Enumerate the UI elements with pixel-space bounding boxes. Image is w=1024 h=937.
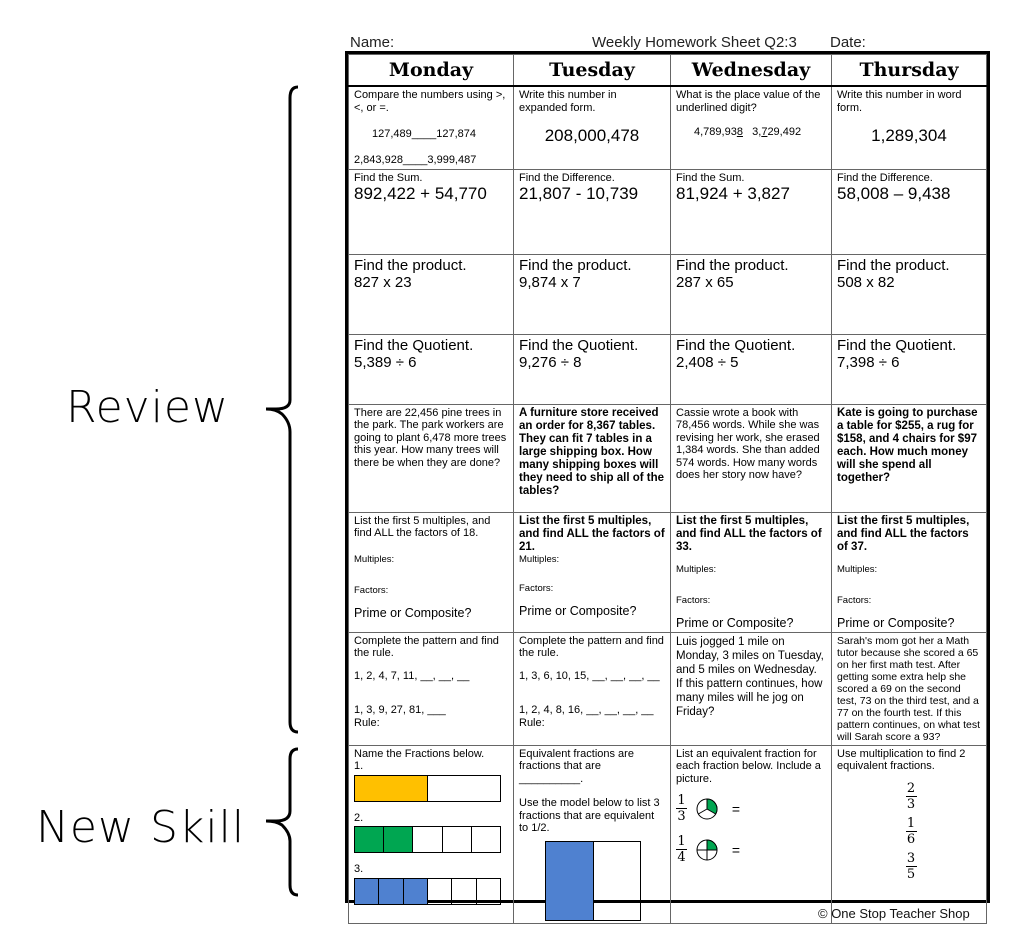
denominator: 5 — [906, 866, 916, 882]
quotient-problem: 5,389 ÷ 6 — [354, 353, 417, 371]
fractions-row — [349, 745, 987, 923]
difference-title: Find the Difference. — [837, 171, 933, 184]
numerator: 1 — [677, 834, 686, 849]
product-cell-tuesday — [514, 254, 671, 334]
sum-cell-monday — [349, 169, 514, 254]
equivalent-picture-prompt: List an equivalent fraction for each fraction below. Include a picture. — [676, 747, 821, 785]
denominator: 3 — [677, 809, 686, 824]
pv-number-2c: 29,492 — [767, 126, 802, 138]
fraction-list — [841, 781, 981, 882]
word-form-prompt: Write this number in word form. — [837, 89, 962, 114]
fraction-bar-part — [452, 879, 476, 904]
multiples-label: Multiples: — [354, 553, 395, 565]
difference-problem: 21,807 - 10,739 — [519, 184, 639, 203]
equivalent-fractions-cell — [514, 745, 671, 923]
date-field-label: Date: — [830, 34, 866, 51]
product-problem: 508 x 82 — [837, 273, 895, 291]
numerator: 3 — [906, 850, 916, 866]
quotient-problem: 2,408 ÷ 5 — [676, 353, 739, 371]
pv-number-1-digit: 8 — [736, 126, 743, 138]
fraction-bar-part — [404, 879, 428, 904]
numerator: 1 — [906, 815, 916, 831]
sum-problem: 892,422 + 54,770 — [354, 184, 487, 203]
quotient-problem: 7,398 ÷ 6 — [837, 353, 900, 371]
day-header-wednesday: Wednesday — [671, 55, 832, 87]
multiples-prompt: List the first 5 multiples, and find ALL the factors of 37. — [837, 514, 970, 553]
new-skill-brace — [262, 745, 322, 905]
factors-label: Factors: — [837, 594, 872, 606]
multiples-prompt: List the first 5 multiples, and find ALL the factors of 33. — [676, 514, 822, 553]
pattern-word-problem: Sarah's mom got her a Math tutor because she scored a 65 on her first math test. After getting some extra help she scored a 69 on the second test, 73 on the third test, and a 77 on the fourth test. If this pattern continues, on what test will Sarah score a 93? — [837, 634, 981, 743]
multiples-label: Multiples: — [676, 563, 717, 575]
product-title: Find the product. — [519, 256, 632, 274]
quotient-title: Find the Quotient. — [354, 336, 474, 354]
fraction-bar-part — [355, 827, 384, 852]
multiples-factors-row — [349, 512, 987, 632]
equivalent-model-prompt: Use the model below to list 3 fractions that are equivalent to 1/2. — [519, 797, 660, 834]
expanded-number: 208,000,478 — [544, 126, 640, 145]
place-value-numbers — [694, 126, 826, 138]
fraction-bar-3 — [354, 878, 501, 905]
compare-numbers-cell — [349, 86, 514, 169]
pattern-sequence-1: 1, 3, 6, 10, 15, __, __, __, __ — [519, 669, 660, 682]
multiples-cell-tuesday — [514, 512, 671, 632]
half-model — [545, 841, 641, 921]
product-problem: 827 x 23 — [354, 273, 412, 291]
denominator: 6 — [906, 831, 916, 847]
prime-composite-label: Prime or Composite? — [519, 603, 637, 618]
fraction-bar-part — [413, 827, 442, 852]
sum-title: Find the Sum. — [354, 171, 423, 184]
compare-line-1: 127,489____127,874 — [372, 128, 476, 140]
quotient-row — [349, 334, 987, 404]
product-cell-monday — [349, 254, 514, 334]
quotient-cell-wednesday — [671, 334, 832, 404]
word-problem-wednesday — [671, 404, 832, 512]
name-fractions-cell — [349, 745, 514, 923]
pattern-sequence-1: 1, 2, 4, 7, 11, __, __, __ — [354, 669, 470, 682]
pattern-prompt: Complete the pattern and find the rule. — [519, 634, 664, 659]
half-model-shaded — [546, 842, 594, 920]
product-row — [349, 254, 987, 334]
copyright-text: © One Stop Teacher Shop — [818, 906, 970, 921]
pv-number-2a: 3, — [752, 126, 762, 138]
multiply-fractions-cell — [832, 745, 987, 923]
quotient-cell-tuesday — [514, 334, 671, 404]
numerator: 1 — [677, 793, 686, 808]
multiply-fractions-prompt: Use multiplication to find 2 equivalent fractions. — [837, 747, 966, 772]
fraction-2-3 — [841, 781, 981, 812]
prime-composite-label: Prime or Composite? — [676, 615, 794, 630]
product-title: Find the product. — [676, 256, 789, 274]
pattern-cell-thursday — [832, 632, 987, 745]
pattern-word-problem: Luis jogged 1 mile on Monday, 3 miles on Tuesday, and 5 miles on Wednesday. If this pattern continues, how many miles will he jog on Friday? — [676, 635, 824, 718]
pv-number-1a: 4,789,93 — [694, 126, 737, 138]
word-problem-text: Kate is going to purchase a table for $255, a rug for $158, and 4 chairs for $97 each. How much money will she spend all together? — [837, 406, 978, 484]
multiples-prompt: List the first 5 multiples, and find ALL the factors of 21. — [519, 514, 665, 553]
fraction-bar-1 — [354, 775, 501, 802]
fraction-bar-2 — [354, 826, 501, 853]
day-header-monday: Monday — [349, 55, 514, 87]
fraction-one-fourth — [676, 834, 826, 865]
place-value-cell — [671, 86, 832, 169]
prime-composite-label: Prime or Composite? — [837, 615, 955, 630]
name-fractions-prompt: Name the Fractions below. — [354, 747, 485, 760]
compare-line-2: 2,843,928____3,999,487 — [354, 154, 477, 166]
new-skill-label: New Skill — [36, 802, 246, 853]
sheet-title: Weekly Homework Sheet Q2:3 — [592, 34, 797, 51]
rule-label: Rule: — [519, 716, 545, 729]
numerator: 2 — [906, 780, 916, 796]
fraction-1-6 — [841, 816, 981, 847]
word-problem-thursday — [832, 404, 987, 512]
multiples-cell-wednesday — [671, 512, 832, 632]
quotient-cell-thursday — [832, 334, 987, 404]
sum-cell-wednesday — [671, 169, 832, 254]
day-header-thursday: Thursday — [832, 55, 987, 87]
factors-label: Factors: — [519, 582, 554, 594]
fraction-bar-part — [379, 879, 403, 904]
quotient-problem: 9,276 ÷ 8 — [519, 353, 582, 371]
multiples-cell-thursday — [832, 512, 987, 632]
equivalent-definition-prompt: Equivalent fractions are fractions that are __________. — [519, 747, 634, 785]
fraction-1-3 — [676, 793, 687, 824]
expanded-prompt: Write this number in expanded form. — [519, 89, 617, 114]
circle-thirds-icon — [695, 797, 719, 821]
sum-difference-row — [349, 169, 987, 254]
factors-label: Factors: — [354, 584, 389, 596]
fraction-bar-part — [443, 827, 472, 852]
pattern-sequence-2: 1, 2, 4, 8, 16, __, __, __, __ — [519, 704, 654, 716]
equivalent-picture-cell — [671, 745, 832, 923]
product-cell-thursday — [832, 254, 987, 334]
fraction-bar-part — [355, 776, 428, 801]
sum-problem: 81,924 + 3,827 — [676, 184, 790, 203]
fraction-bar-part — [355, 879, 379, 904]
difference-cell-thursday — [832, 169, 987, 254]
pattern-row — [349, 632, 987, 745]
rule-label: Rule: — [354, 716, 380, 729]
day-header-tuesday: Tuesday — [514, 55, 671, 87]
multiples-label: Multiples: — [519, 553, 560, 565]
compare-prompt: Compare the numbers using >, <, or =. — [354, 89, 506, 114]
difference-problem: 58,008 – 9,438 — [837, 184, 951, 203]
product-problem: 9,874 x 7 — [519, 273, 581, 291]
fraction-item-number: 3. — [354, 863, 364, 875]
word-problem-row — [349, 404, 987, 512]
fraction-1-4 — [676, 834, 687, 865]
equals-sign: = — [731, 800, 741, 817]
product-title: Find the product. — [354, 256, 467, 274]
quotient-title: Find the Quotient. — [837, 336, 957, 354]
review-brace — [262, 82, 322, 742]
equals-sign: = — [731, 841, 741, 858]
denominator: 4 — [677, 850, 686, 865]
product-cell-wednesday — [671, 254, 832, 334]
place-value-prompt: What is the place value of the underlined digit? — [676, 89, 821, 114]
fraction-bar-part — [428, 776, 500, 801]
product-problem: 287 x 65 — [676, 273, 734, 291]
fraction-bar-part — [428, 879, 452, 904]
place-value-row — [349, 86, 987, 169]
fraction-one-third — [676, 793, 826, 824]
expanded-form-cell — [514, 86, 671, 169]
pv-number-2-digit: 7 — [761, 126, 768, 138]
sum-title: Find the Sum. — [676, 171, 745, 184]
review-label: Review — [66, 382, 229, 433]
multiples-cell-monday — [349, 512, 514, 632]
word-problem-text: There are 22,456 pine trees in the park. The park workers are going to plant 6,478 more trees this year. How many trees will there be when they are done? — [354, 406, 507, 469]
fraction-item-number: 1. — [354, 760, 364, 772]
multiples-prompt: List the first 5 multiples, and find ALL the factors of 18. — [354, 514, 491, 539]
fraction-item-number: 2. — [354, 811, 364, 824]
factors-label: Factors: — [676, 594, 711, 606]
homework-grid — [345, 51, 990, 903]
fraction-bar-part — [477, 879, 500, 904]
word-form-cell — [832, 86, 987, 169]
denominator: 3 — [906, 796, 916, 812]
circle-fourths-icon — [695, 838, 719, 862]
word-form-number: 1,289,304 — [871, 126, 947, 145]
quotient-title: Find the Quotient. — [519, 336, 639, 354]
multiples-label: Multiples: — [837, 563, 878, 575]
word-problem-text: Cassie wrote a book with 78,456 words. While she was revising her work, she erased 1,384 words. She than added 574 words. How many words does her story now have? — [676, 406, 820, 481]
prime-composite-label: Prime or Composite? — [354, 605, 472, 620]
fraction-bar-part — [384, 827, 413, 852]
word-problem-tuesday — [514, 404, 671, 512]
fraction-bar-part — [472, 827, 500, 852]
word-problem-text: A furniture store received an order for 8,367 tables. They can fit 7 tables in a large shipping box. How many shipping boxes will they need to ship all of the tables? — [519, 406, 665, 497]
half-model-empty — [594, 842, 641, 920]
difference-title: Find the Difference. — [519, 171, 615, 184]
quotient-cell-monday — [349, 334, 514, 404]
fraction-3-5 — [841, 851, 981, 882]
pattern-cell-wednesday — [671, 632, 832, 745]
pattern-prompt: Complete the pattern and find the rule. — [354, 634, 499, 659]
difference-cell-tuesday — [514, 169, 671, 254]
product-title: Find the product. — [837, 256, 950, 274]
pattern-cell-tuesday — [514, 632, 671, 745]
name-field-label: Name: — [350, 34, 395, 51]
pattern-cell-monday — [349, 632, 514, 745]
pattern-sequence-2: 1, 3, 9, 27, 81, ___ — [354, 704, 446, 716]
word-problem-monday — [349, 404, 514, 512]
quotient-title: Find the Quotient. — [676, 336, 796, 354]
